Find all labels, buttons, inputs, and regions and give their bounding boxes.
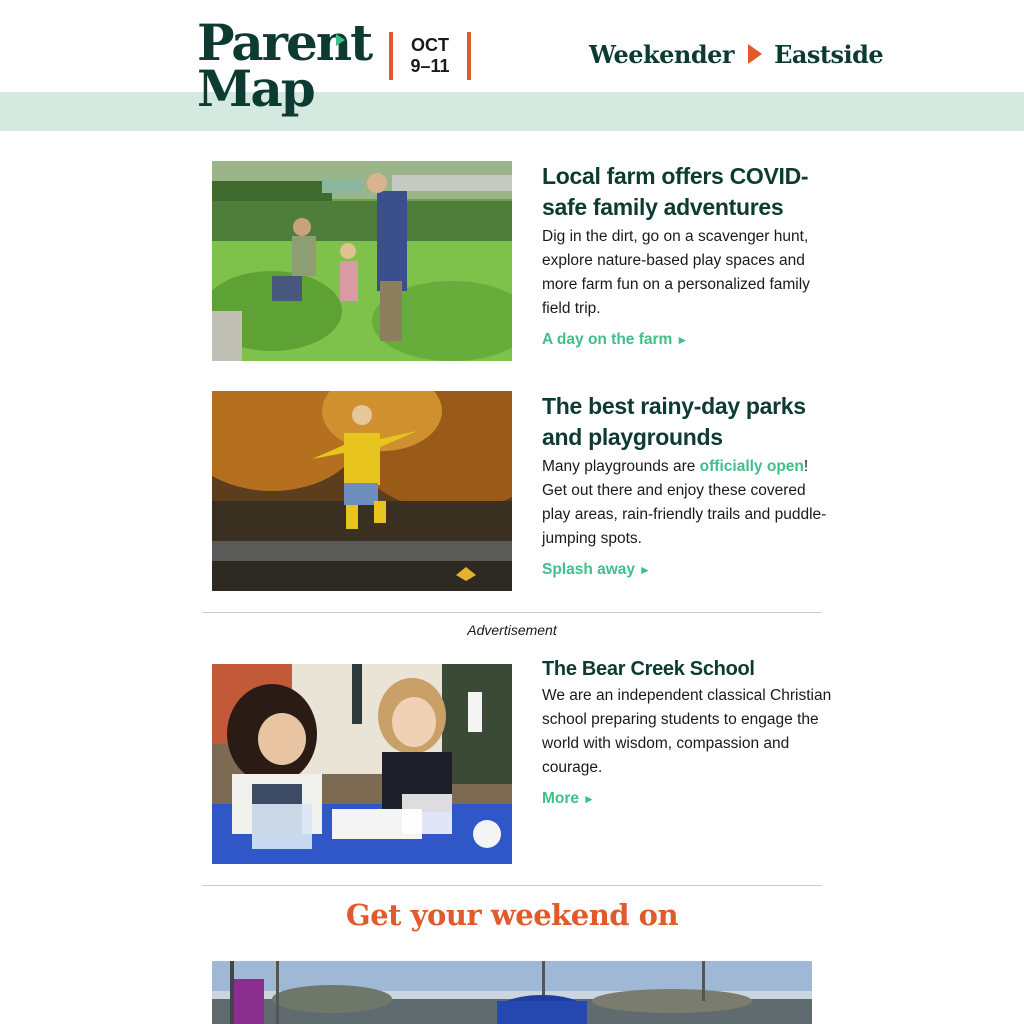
story-rainy-link[interactable] <box>542 561 651 579</box>
play-arrow-icon: ► <box>583 792 595 806</box>
ad-photo-students[interactable] <box>212 664 512 864</box>
ad-text <box>542 656 832 808</box>
play-arrow-icon: ► <box>639 563 651 577</box>
ad-bear-creek <box>212 656 832 864</box>
newsletter-header <box>0 0 1024 131</box>
story-rainy-body-pre: Many playgrounds are <box>542 458 700 475</box>
story-rainy-body <box>542 455 832 551</box>
edition-arrow-icon <box>748 44 762 64</box>
parentmap-logo[interactable] <box>197 13 372 124</box>
puddle-photo[interactable] <box>212 391 512 591</box>
edition-title <box>589 38 883 70</box>
logo-text-map: Map <box>197 59 314 118</box>
divider-top <box>202 612 822 613</box>
logo-flag-icon <box>336 34 345 46</box>
story-farm-text <box>542 161 832 349</box>
story-rainy-text <box>542 391 832 579</box>
story-farm-link-label: A day on the farm <box>542 331 673 348</box>
story-farm <box>212 161 824 361</box>
ad-title[interactable]: The Bear Creek School <box>542 658 755 680</box>
logo-text-parent: Parent <box>197 13 372 72</box>
ad-more-link-label: More <box>542 790 580 807</box>
ad-body: We are an independent classical Christian school preparing students to engage the world with wisdom, compassion and courage. <box>542 687 832 776</box>
issue-date-month: OCT <box>411 35 449 55</box>
story-farm-link[interactable] <box>542 331 688 349</box>
issue-date-range: 9–11 <box>410 56 450 76</box>
region-name: Eastside <box>774 39 884 69</box>
story-farm-body: Dig in the dirt, go on a scavenger hunt, explore nature-based play spaces and more farm fun on a personalized family field trip. <box>542 228 810 317</box>
officially-open-link[interactable]: officially open <box>699 458 804 475</box>
farm-photo[interactable] <box>212 161 512 361</box>
story-farm-title[interactable]: Local farm offers COVID-safe family adventures <box>542 163 809 220</box>
section-title: Get your weekend on <box>345 898 679 932</box>
story-rainy-parks <box>212 391 827 591</box>
play-arrow-icon: ► <box>676 333 689 347</box>
weekend-feature-photo[interactable] <box>212 961 812 1024</box>
story-rainy-link-label: Splash away <box>542 561 636 578</box>
story-rainy-body-post: ! Get out there and enjoy these covered play areas, rain-friendly trails and puddle-jumping spots. <box>542 458 827 547</box>
header-band <box>0 92 1024 131</box>
issue-date <box>389 32 471 80</box>
advertisement-label: Advertisement <box>467 622 557 638</box>
ad-more-link[interactable] <box>542 790 595 808</box>
newsletter-name: Weekender <box>589 39 735 69</box>
divider-bottom <box>202 885 822 886</box>
story-rainy-title[interactable]: The best rainy-day parks and playgrounds <box>542 393 806 450</box>
